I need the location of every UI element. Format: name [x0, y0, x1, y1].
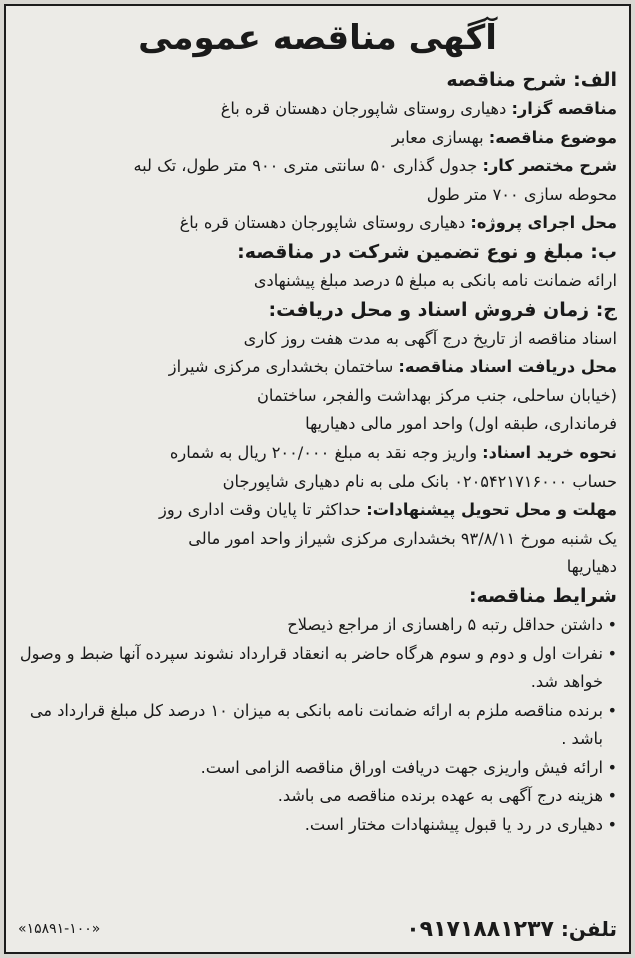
purchase-line1: واریز وجه نقد به مبلغ ۲۰۰/۰۰۰ ریال به شماره — [169, 442, 478, 462]
notice-title: آگهی مناقصه عمومی — [138, 18, 497, 58]
receive-label: محل دریافت اسناد مناقصه: — [398, 357, 617, 377]
deadline-line3: دهیاریها — [566, 557, 617, 577]
sale-period-text: اسناد مناقصه از تاریخ درج آگهی به مدت هفت روز کاری — [243, 328, 617, 348]
receive-line2: (خیابان ساحلی، جنب مرکز بهداشت والفجر، ساختمان — [257, 385, 617, 405]
section-c-heading: ج: زمان فروش اسناد و محل دریافت: — [268, 298, 617, 321]
condition-item: • دهیاری در رد یا قبول پیشنهادات مختار است. — [18, 811, 617, 840]
summary-value-line1: جدول گذاری ۵۰ سانتی متری ۹۰۰ متر طول، تک لبه — [133, 156, 478, 176]
condition-item: • داشتن حداقل رتبه ۵ راهسازی از مراجع ذیصلاح — [18, 611, 617, 640]
condition-item: • برنده مناقصه ملزم به ارائه ضمانت نامه بانکی به میزان ۱۰ درصد کل مبلغ قرارداد می باشد . — [18, 697, 617, 754]
employer-value: دهیاری روستای شاپورجان دهستان قره باغ — [220, 99, 507, 118]
summary-row — [18, 152, 617, 181]
receive-row — [18, 353, 617, 382]
purchase-row — [18, 439, 617, 468]
purchase-line2: حساب ۰۲۰۵۴۲۱۷۱۶۰۰۰ بانک ملی به نام دهیاری شاپورجان — [222, 471, 617, 491]
section-b-heading: ب: مبلغ و نوع تضمین شرکت در مناقصه: — [237, 240, 617, 263]
receive-line3: فرمانداری، طبقه اول) واحد امور مالی دهیاریها — [305, 414, 617, 434]
reference-code: «۱۵۸۹۱-۱۰۰» — [18, 921, 101, 937]
section-a-heading: الف: شرح مناقصه — [446, 69, 617, 91]
subject-row — [18, 124, 617, 153]
phone-number: ۰۹۱۷۱۸۸۱۲۳۷ — [406, 916, 554, 942]
phone-block — [406, 917, 617, 942]
conditions-list — [18, 611, 617, 840]
deadline-row — [18, 496, 617, 525]
conditions-heading: شرایط مناقصه: — [468, 584, 617, 607]
condition-item: • هزینه درج آگهی به عهده برنده مناقصه می باشد. — [18, 782, 617, 811]
subject-label: موضوع مناقصه: — [488, 127, 617, 147]
purchase-label: نحوه خرید اسناد: — [482, 442, 617, 462]
employer-row — [18, 95, 617, 124]
employer-label: مناقصه گزار: — [511, 99, 617, 118]
deadline-label: مهلت و محل تحویل پیشنهادات: — [366, 500, 617, 520]
condition-item: • ارائه فیش واریزی جهت دریافت اوراق مناقصه الزامی است. — [18, 754, 617, 783]
guarantee-text: ارائه ضمانت نامه بانکی به مبلغ ۵ درصد مبلغ پیشنهادی — [253, 270, 617, 290]
summary-label: شرح مختصر کار: — [482, 156, 617, 176]
location-row — [18, 209, 617, 238]
subject-value: بهسازی معابر — [391, 127, 484, 147]
location-label: محل اجرای پروژه: — [470, 213, 617, 233]
phone-label: تلفن: — [560, 916, 617, 941]
tender-notice — [4, 4, 631, 954]
deadline-line1: حداکثر تا پایان وقت اداری روز — [159, 500, 362, 520]
condition-item: • نفرات اول و دوم و سوم هرگاه حاضر به انعقاد قرارداد نشوند سپرده آنها ضبط و وصول خواهد شد. — [18, 640, 617, 697]
deadline-line2: یک شنبه مورخ ۹۳/۸/۱۱ بخشداری مرکزی شیراز واحد امور مالی — [188, 528, 617, 548]
location-value: دهیاری روستای شاپورجان دهستان قره باغ — [179, 213, 466, 233]
summary-value-line2: محوطه سازی ۷۰۰ متر طول — [426, 184, 617, 204]
receive-line1: ساختمان بخشداری مرکزی شیراز — [168, 357, 394, 377]
notice-footer — [18, 914, 617, 944]
